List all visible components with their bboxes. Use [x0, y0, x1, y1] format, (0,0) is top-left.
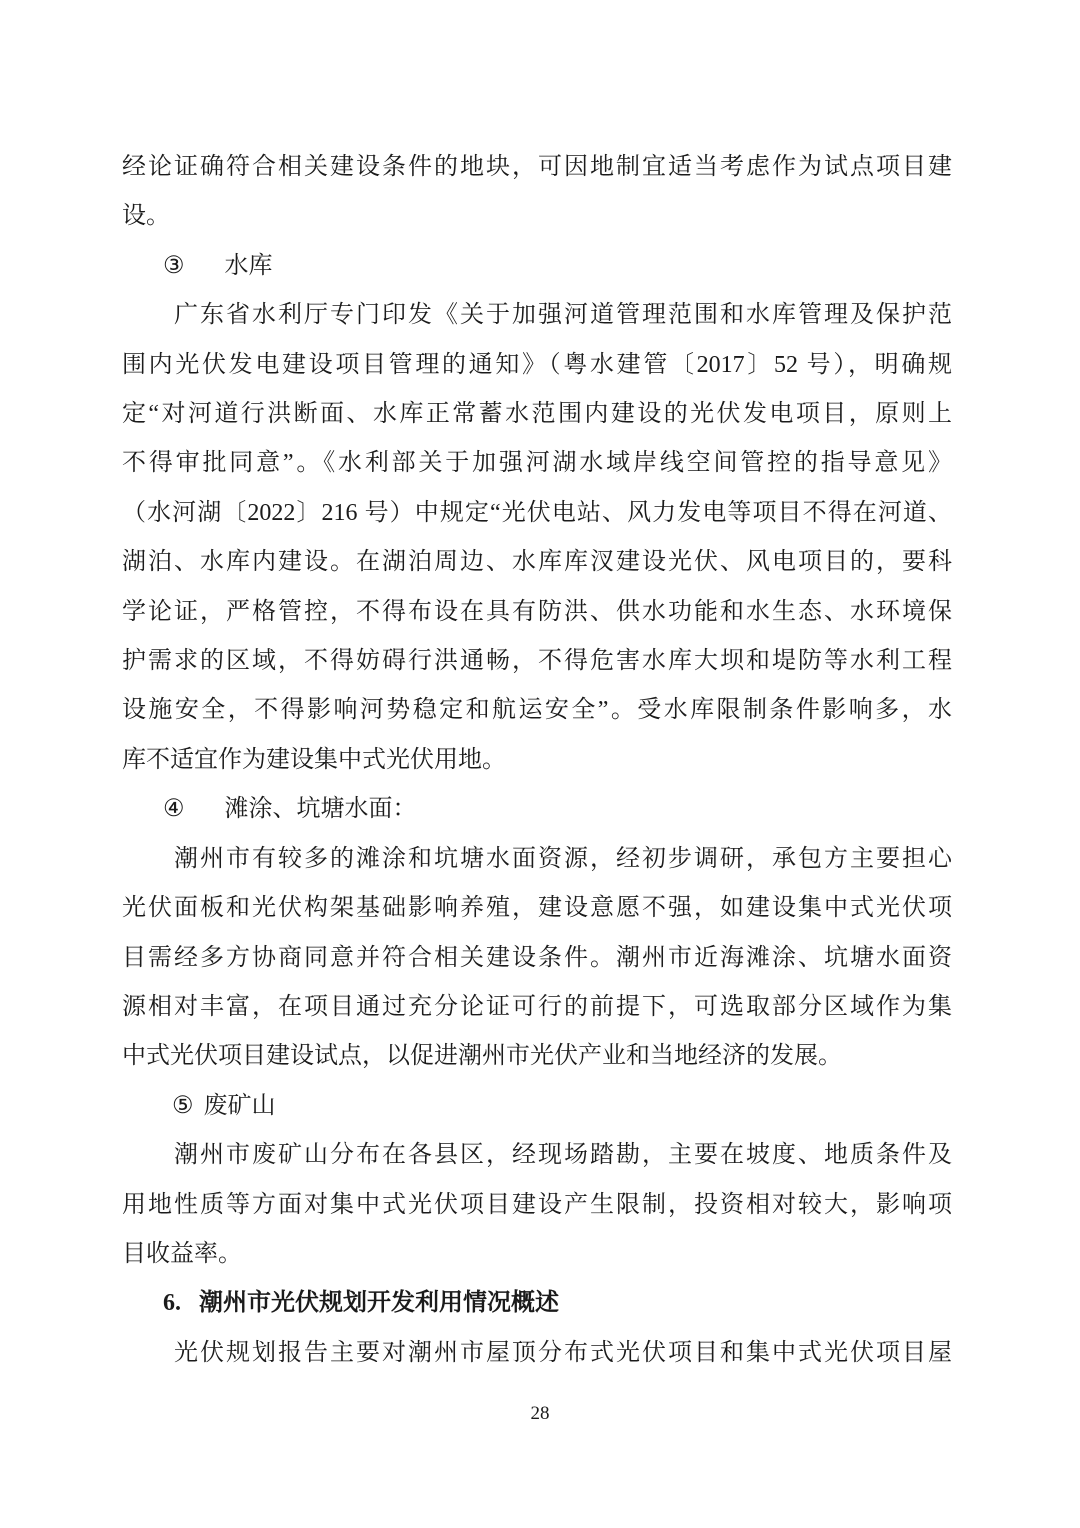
- paragraph-line: 设。: [122, 203, 170, 230]
- paragraph-line: 光伏面板和光伏构架基础影响养殖，建设意愿不强，如建设集中式光伏项: [122, 895, 952, 922]
- paragraph-line: 光伏规划报告主要对潮州市屋顶分布式光伏项目和集中式光伏项目屋: [174, 1339, 952, 1366]
- section-title: 潮州市光伏规划开发利用情况概述: [199, 1290, 559, 1317]
- paragraph-line: 围内光伏发电建设项目管理的通知》（粤水建管〔2017〕52 号），明确规: [122, 351, 952, 378]
- list-label: 水库: [224, 252, 273, 279]
- paragraph-line: 定“对河道行洪断面、水库正常蓄水范围内建设的光伏发电项目，原则上: [122, 401, 952, 428]
- list-item-heading-tidal-flats: [122, 785, 952, 834]
- paragraph-line: 潮州市有较多的滩涂和坑塘水面资源，经初步调研，承包方主要担心: [174, 845, 952, 872]
- list-marker: ⑤: [172, 1092, 194, 1119]
- section-heading: [122, 1279, 952, 1328]
- section-number: 6.: [163, 1290, 181, 1317]
- list-item-heading-abandoned-mines: [122, 1082, 952, 1131]
- paragraph-line: 目需经多方协商同意并符合相关建设条件。潮州市近海滩涂、坑塘水面资: [122, 944, 952, 971]
- list-label: 废矿山: [203, 1092, 276, 1119]
- paragraph-line: （水河湖〔2022〕216 号）中规定“光伏电站、风力发电等项目不得在河道、: [122, 499, 952, 526]
- paragraph-line: 广东省水利厅专门印发《关于加强河道管理范围和水库管理及保护范: [174, 302, 952, 329]
- document-body: [122, 143, 952, 1378]
- page-number: 28: [530, 1403, 550, 1424]
- paragraph-line: 不得审批同意”。《水利部关于加强河湖水域岸线空间管控的指导意见》: [122, 450, 952, 477]
- list-item-heading-reservoir: [122, 242, 952, 291]
- paragraph-line: 中式光伏项目建设试点，以促进潮州市光伏产业和当地经济的发展。: [122, 1043, 842, 1070]
- list-marker: ③: [163, 252, 185, 279]
- paragraph-line: 护需求的区域，不得妨碍行洪通畅，不得危害水库大坝和堤防等水利工程: [122, 648, 952, 675]
- paragraph-line: 湖泊、水库内建设。在湖泊周边、水库库汊建设光伏、风电项目的，要科: [122, 549, 952, 576]
- paragraph-line: 设施安全，不得影响河势稳定和航运安全”。受水库限制条件影响多，水: [122, 697, 952, 724]
- paragraph-line: 经论证确符合相关建设条件的地块，可因地制宜适当考虑作为试点项目建: [122, 154, 952, 180]
- paragraph-line: 目收益率。: [122, 1240, 242, 1267]
- paragraph-line: 潮州市废矿山分布在各县区，经现场踏勘，主要在坡度、地质条件及: [174, 1142, 952, 1169]
- paragraph-line: 源相对丰富，在项目通过充分论证可行的前提下，可选取部分区域作为集: [122, 993, 952, 1020]
- list-marker: ④: [163, 796, 185, 823]
- paragraph-line: 学论证，严格管控，不得布设在具有防洪、供水功能和水生态、水环境保: [122, 598, 952, 625]
- paragraph-line: 用地性质等方面对集中式光伏项目建设产生限制，投资相对较大，影响项: [122, 1191, 952, 1218]
- list-label: 滩涂、坑塘水面：: [224, 796, 417, 823]
- paragraph-line: 库不适宜作为建设集中式光伏用地。: [122, 746, 506, 773]
